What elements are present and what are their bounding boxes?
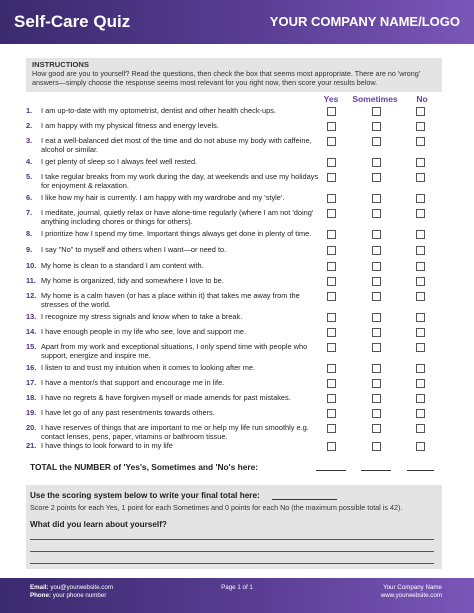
final-total-field[interactable] <box>272 499 337 500</box>
question-text: I am up-to-date with my optometrist, dentist and other health check-ups. <box>41 106 276 115</box>
learn-prompt: What did you learn about yourself? <box>30 520 167 529</box>
checkbox-sometimes[interactable] <box>372 424 381 433</box>
checkbox-yes[interactable] <box>327 122 336 131</box>
checkbox-no[interactable] <box>416 364 425 373</box>
question-number: 3. <box>26 136 33 145</box>
answer-line[interactable] <box>30 551 434 552</box>
question-text: I have a mentor/s that support and encourage me in life. <box>41 378 225 387</box>
checkbox-no[interactable] <box>416 122 425 131</box>
question-text: Apart from my work and exceptional situations, I only spend time with people who support, energize and inspire me. <box>41 342 308 360</box>
question-number: 4. <box>26 157 33 166</box>
total-yes-field[interactable] <box>316 470 346 471</box>
question-number: 18. <box>26 393 37 402</box>
total-label: TOTAL the NUMBER of 'Yes's, Sometimes and 'No's here: <box>30 462 259 472</box>
checkbox-yes[interactable] <box>327 343 336 352</box>
checkbox-sometimes[interactable] <box>372 394 381 403</box>
checkbox-yes[interactable] <box>327 158 336 167</box>
checkbox-no[interactable] <box>416 379 425 388</box>
checkbox-no[interactable] <box>416 137 425 146</box>
checkbox-sometimes[interactable] <box>372 173 381 182</box>
checkbox-yes[interactable] <box>327 328 336 337</box>
question-text: I recognize my stress signals and know when to take a break. <box>41 312 243 321</box>
instructions-panel <box>26 58 442 92</box>
checkbox-yes[interactable] <box>327 364 336 373</box>
question-text: I listen to and trust my intuition when it comes to looking after me. <box>41 363 256 372</box>
question-text: I have reserves of things that are important to me or help my life run smoothly e.g. contact lenses, pens, paper, vitamins or bathroom tissue. <box>41 423 309 441</box>
footer-company: Your Company Name <box>383 584 442 591</box>
answer-line[interactable] <box>30 539 434 540</box>
checkbox-yes[interactable] <box>327 194 336 203</box>
checkbox-sometimes[interactable] <box>372 328 381 337</box>
footer-bar <box>0 578 474 613</box>
checkbox-sometimes[interactable] <box>372 379 381 388</box>
question-number: 1. <box>26 106 33 115</box>
instructions-body: How good are you to yourself? Read the questions, then check the box that seems most appropriate. There are no 'wrong' answers—simply choose the response seems most relevant for you right now, then score your results below. <box>32 69 421 87</box>
checkbox-yes[interactable] <box>327 209 336 218</box>
checkbox-sometimes[interactable] <box>372 277 381 286</box>
checkbox-no[interactable] <box>416 107 425 116</box>
question-number: 21. <box>26 441 37 450</box>
question-text: I meditate, journal, quietly relax or have alone-time regularly (where I am not 'doing' anything including chores or things for others). <box>41 208 314 226</box>
scoring-title: Use the scoring system below to write your final total here: <box>30 491 260 500</box>
footer-website: www.yourwebsite.com <box>380 592 442 599</box>
company-logo-text: YOUR COMPANY NAME/LOGO <box>269 14 460 29</box>
answer-line[interactable] <box>30 563 434 564</box>
checkbox-sometimes[interactable] <box>372 262 381 271</box>
question-text: I have let go of any past resentments towards others. <box>41 408 215 417</box>
question-text: I have things to look forward to in my life <box>41 441 173 450</box>
question-text: I eat a well-balanced diet most of the time and do not abuse my body with caffeine, alcohol or similar. <box>41 136 312 154</box>
header-bar <box>0 0 474 44</box>
checkbox-sometimes[interactable] <box>372 409 381 418</box>
question-number: 14. <box>26 327 37 336</box>
question-number: 20. <box>26 423 37 432</box>
question-text: I am happy with my physical fitness and energy levels. <box>41 121 219 130</box>
checkbox-no[interactable] <box>416 209 425 218</box>
question-number: 15. <box>26 342 37 351</box>
checkbox-yes[interactable] <box>327 394 336 403</box>
question-text: My home is clean to a standard I am content with. <box>41 261 204 270</box>
question-number: 16. <box>26 363 37 372</box>
checkbox-sometimes[interactable] <box>372 194 381 203</box>
checkbox-yes[interactable] <box>327 442 336 451</box>
question-text: I say "No" to myself and others when I want—or need to. <box>41 245 227 254</box>
checkbox-yes[interactable] <box>327 246 336 255</box>
checkbox-sometimes[interactable] <box>372 230 381 239</box>
email-label: Email: <box>30 584 49 591</box>
checkbox-yes[interactable] <box>327 424 336 433</box>
footer-phone <box>30 592 106 599</box>
checkbox-yes[interactable] <box>327 379 336 388</box>
checkbox-no[interactable] <box>416 277 425 286</box>
checkbox-sometimes[interactable] <box>372 107 381 116</box>
checkbox-no[interactable] <box>416 173 425 182</box>
checkbox-yes[interactable] <box>327 277 336 286</box>
checkbox-yes[interactable] <box>327 409 336 418</box>
scoring-panel <box>26 485 442 569</box>
checkbox-no[interactable] <box>416 262 425 271</box>
question-number: 2. <box>26 121 33 130</box>
checkbox-sometimes[interactable] <box>372 343 381 352</box>
question-number: 7. <box>26 208 33 217</box>
question-number: 10. <box>26 261 37 270</box>
total-no-field[interactable] <box>407 470 434 471</box>
question-text: I get plenty of sleep so I always feel well rested. <box>41 157 198 166</box>
question-text: My home is organized, tidy and somewhere I love to be. <box>41 276 224 285</box>
question-number: 13. <box>26 312 37 321</box>
checkbox-sometimes[interactable] <box>372 122 381 131</box>
question-text: I like how my hair is currently. I am happy with my wardrobe and my 'style'. <box>41 193 285 202</box>
checkbox-sometimes[interactable] <box>372 442 381 451</box>
checkbox-sometimes[interactable] <box>372 246 381 255</box>
phone-value: your phone number <box>52 592 107 599</box>
question-text: My home is a calm haven (or has a place within it) that takes me away from the stresses of the world. <box>41 291 300 309</box>
total-sometimes-field[interactable] <box>361 470 391 471</box>
checkbox-no[interactable] <box>416 230 425 239</box>
checkbox-sometimes[interactable] <box>372 292 381 301</box>
question-text: I have no regrets & have forgiven myself or made amends for past mistakes. <box>41 393 291 402</box>
checkbox-sometimes[interactable] <box>372 364 381 373</box>
checkbox-no[interactable] <box>416 394 425 403</box>
checkbox-sometimes[interactable] <box>372 158 381 167</box>
phone-label: Phone: <box>30 592 51 599</box>
checkbox-no[interactable] <box>416 194 425 203</box>
checkbox-yes[interactable] <box>327 230 336 239</box>
checkbox-yes[interactable] <box>327 262 336 271</box>
checkbox-sometimes[interactable] <box>372 137 381 146</box>
question-text: I prioritize how I spend my time. Important things always get done in plenty of time. <box>41 229 312 238</box>
question-number: 6. <box>26 193 33 202</box>
question-number: 12. <box>26 291 37 300</box>
page-number: Page 1 of 1 <box>221 584 253 591</box>
question-number: 17. <box>26 378 37 387</box>
question-number: 19. <box>26 408 37 417</box>
checkbox-no[interactable] <box>416 442 425 451</box>
checkbox-yes[interactable] <box>327 107 336 116</box>
instructions-title: INSTRUCTIONS <box>32 60 89 69</box>
column-header-sometimes: Sometimes <box>352 94 398 104</box>
question-number: 9. <box>26 245 33 254</box>
checkbox-no[interactable] <box>416 343 425 352</box>
question-number: 5. <box>26 172 33 181</box>
email-value: you@yourwebsite.com <box>50 584 113 591</box>
checkbox-no[interactable] <box>416 328 425 337</box>
question-text: I take regular breaks from my work during the day, at weekends and use my holidays for enjoyment & relaxation. <box>41 172 319 190</box>
checkbox-no[interactable] <box>416 292 425 301</box>
checkbox-no[interactable] <box>416 409 425 418</box>
checkbox-sometimes[interactable] <box>372 313 381 322</box>
checkbox-yes[interactable] <box>327 313 336 322</box>
column-header-no: No <box>416 94 428 104</box>
checkbox-yes[interactable] <box>327 137 336 146</box>
question-text: I have enough people in my life who see, love and support me. <box>41 327 247 336</box>
checkbox-sometimes[interactable] <box>372 209 381 218</box>
scoring-instructions: Score 2 points for each Yes, 1 point for each Sometimes and 0 points for each No (the maximum possible total is 42). <box>30 503 403 512</box>
checkbox-yes[interactable] <box>327 292 336 301</box>
page-title: Self-Care Quiz <box>14 12 131 31</box>
checkbox-yes[interactable] <box>327 173 336 182</box>
column-header-yes: Yes <box>323 94 339 104</box>
checkbox-no[interactable] <box>416 424 425 433</box>
checkbox-no[interactable] <box>416 158 425 167</box>
checkbox-no[interactable] <box>416 246 425 255</box>
question-number: 8. <box>26 229 33 238</box>
checkbox-no[interactable] <box>416 313 425 322</box>
question-number: 11. <box>26 276 36 285</box>
